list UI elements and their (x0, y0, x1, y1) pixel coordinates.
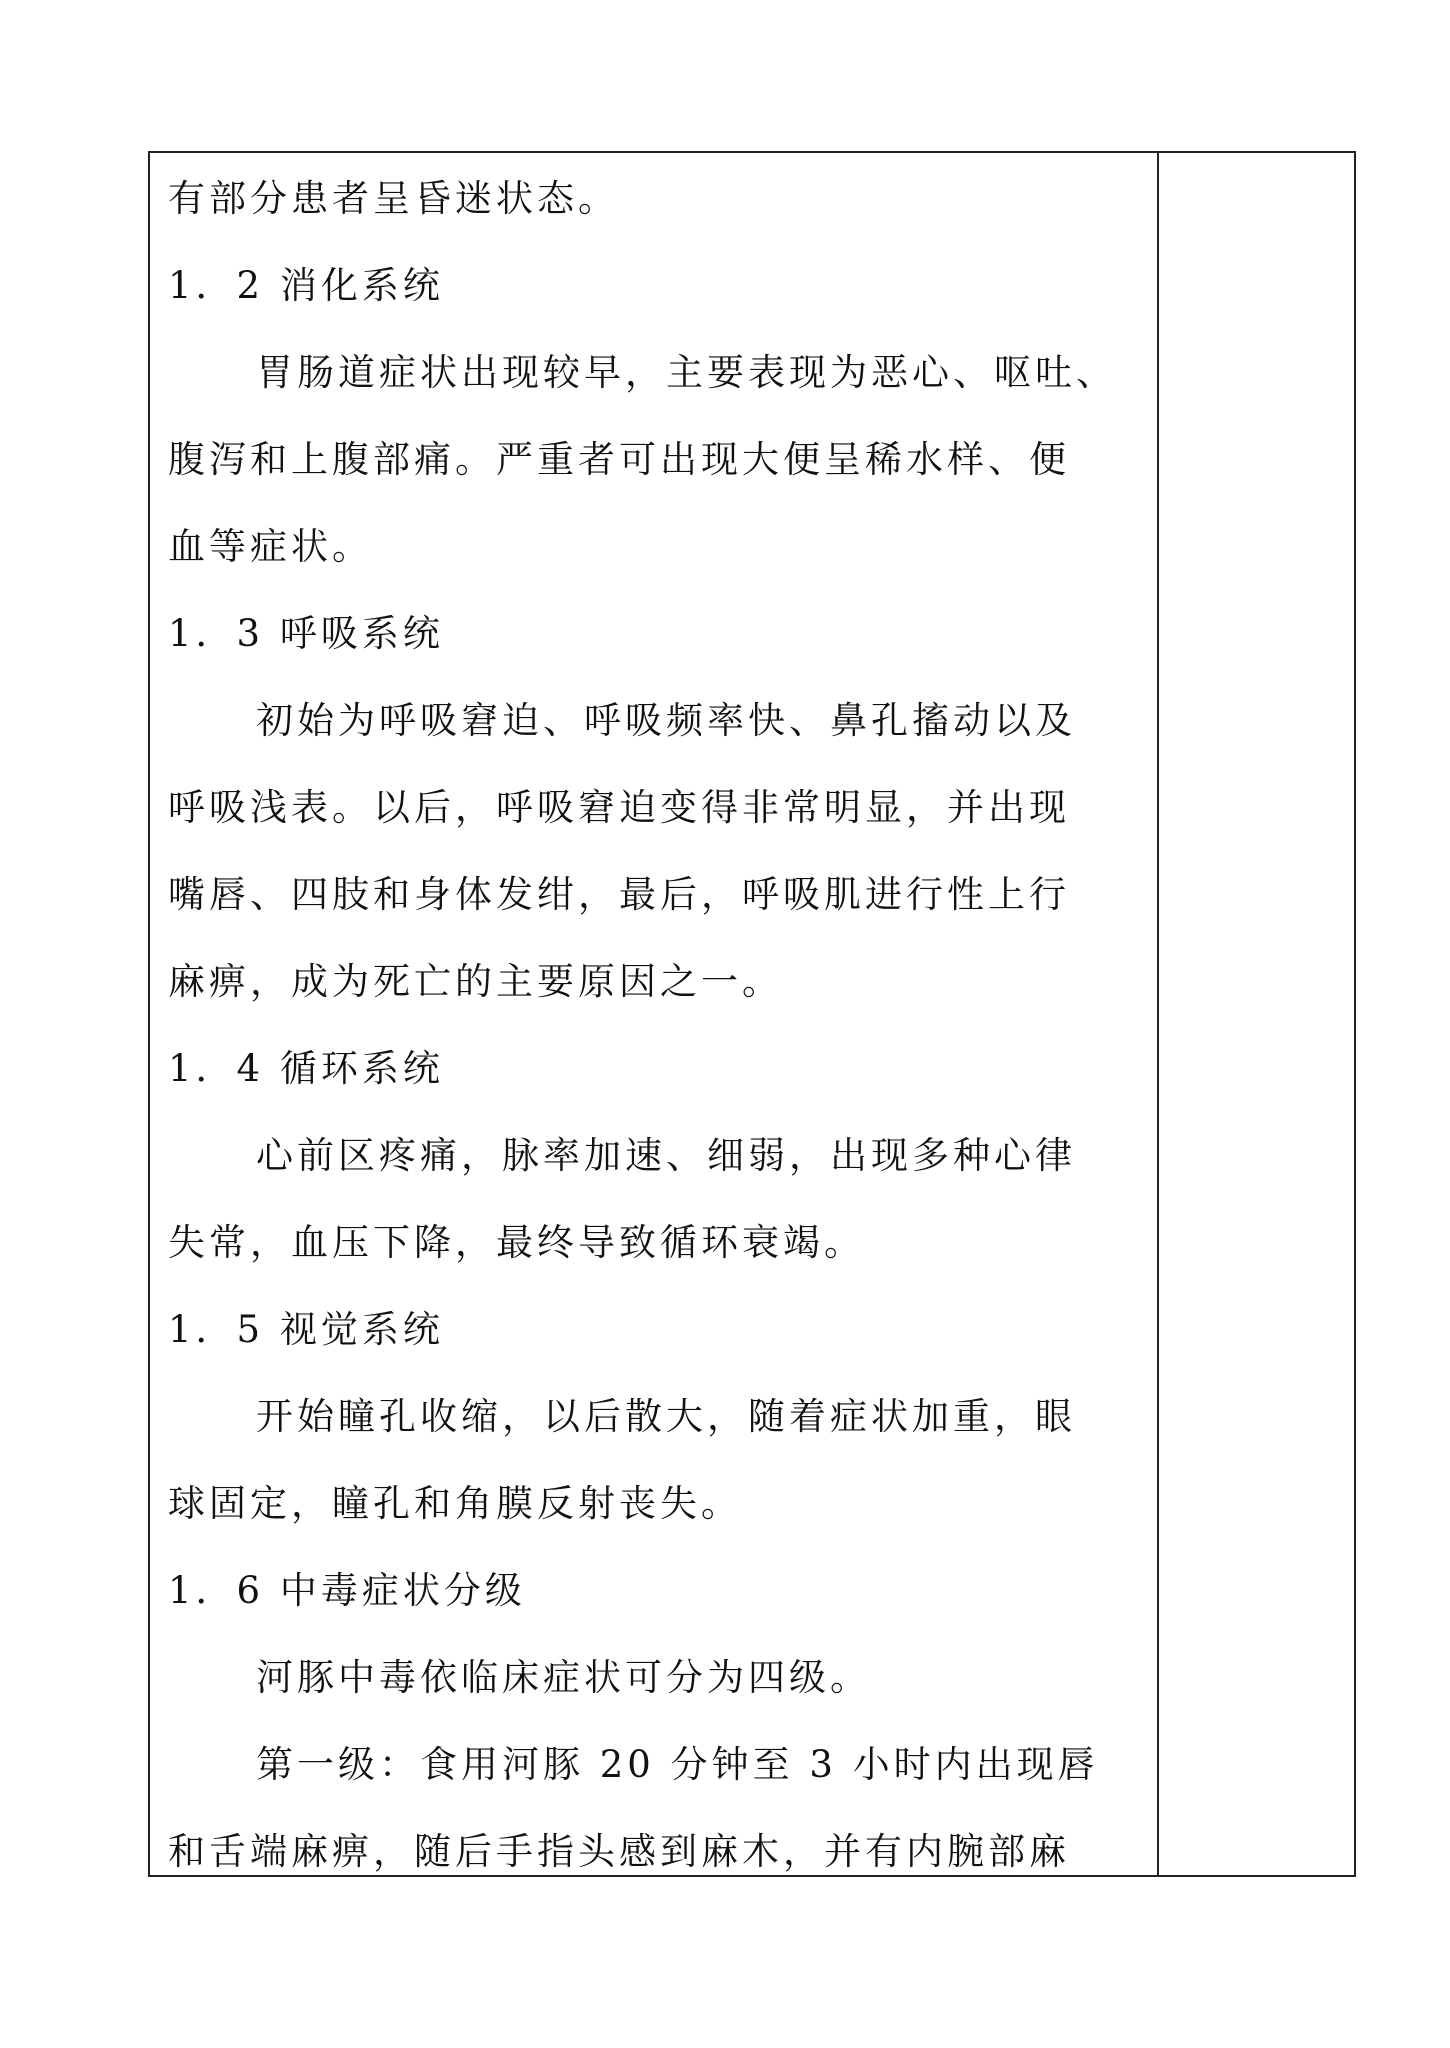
text-line: 血等症状。 (168, 525, 373, 568)
text-line: 第一级：食用河豚 20 分钟至 3 小时内出现唇 (256, 1743, 1099, 1786)
text-line: 初始为呼吸窘迫、呼吸频率快、鼻孔搐动以及 (256, 699, 1076, 742)
text-line: 开始瞳孔收缩，以后散大，随着症状加重，眼 (256, 1395, 1076, 1438)
text-line: 心前区疼痛，脉率加速、细弱，出现多种心律 (256, 1134, 1076, 1177)
section-heading: 1．4 循环系统 (168, 1047, 444, 1090)
text-line: 嘴唇、四肢和身体发绀，最后，呼吸肌进行性上行 (168, 873, 1070, 916)
section-heading: 1．5 视觉系统 (168, 1308, 444, 1351)
text-line: 腹泻和上腹部痛。严重者可出现大便呈稀水样、便 (168, 438, 1070, 481)
text-line: 和舌端麻痹，随后手指头感到麻木，并有内腕部麻 (168, 1830, 1070, 1873)
text-line: 呼吸浅表。以后，呼吸窘迫变得非常明显，并出现 (168, 786, 1070, 829)
text-line: 球固定，瞳孔和角膜反射丧失。 (168, 1482, 742, 1525)
text-line: 麻痹，成为死亡的主要原因之一。 (168, 960, 783, 1003)
section-heading: 1．6 中毒症状分级 (168, 1569, 526, 1612)
section-heading: 1．3 呼吸系统 (168, 612, 444, 655)
document-table (148, 151, 1356, 1877)
section-heading: 1．2 消化系统 (168, 264, 444, 307)
text-line: 有部分患者呈昏迷状态。 (168, 177, 619, 220)
content-cell (150, 153, 1157, 1875)
text-line: 失常，血压下降，最终导致循环衰竭。 (168, 1221, 865, 1264)
text-line: 河豚中毒依临床症状可分为四级。 (256, 1656, 871, 1699)
text-line: 胃肠道症状出现较早，主要表现为恶心、呕吐、 (256, 351, 1117, 394)
empty-cell (1159, 153, 1354, 1875)
